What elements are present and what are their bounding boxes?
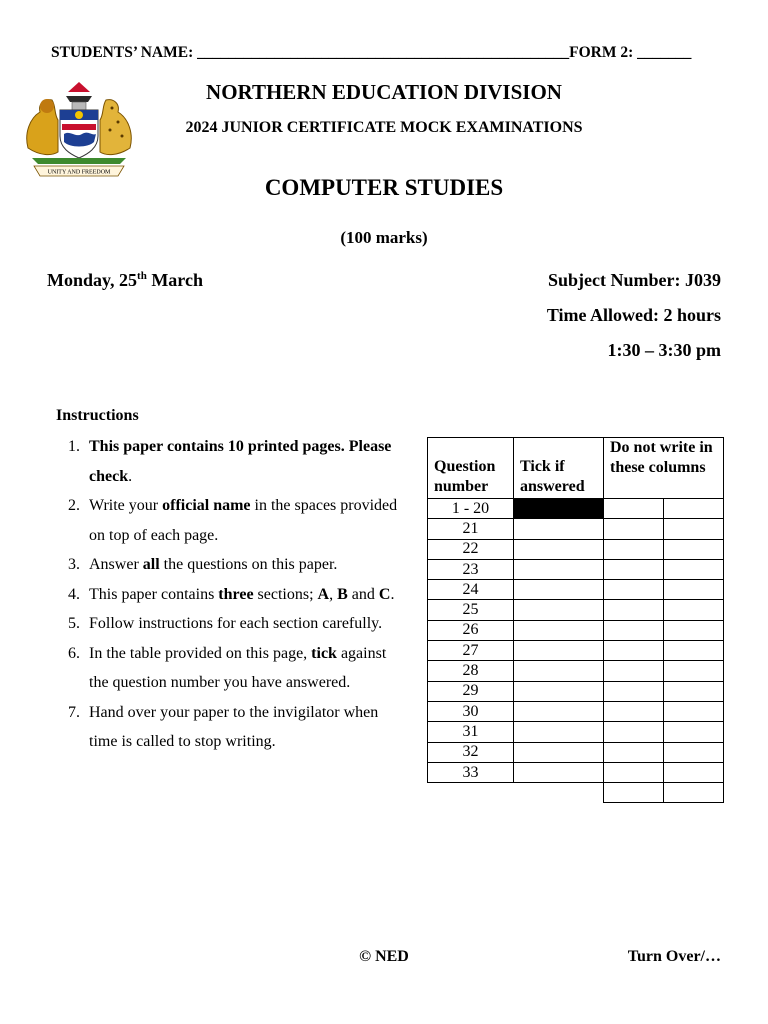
tick-cell[interactable] (514, 742, 604, 762)
examiner-cell (664, 539, 724, 559)
subject-number: Subject Number: J039 (548, 270, 721, 290)
instruction-text: In the table provided on this page, (89, 644, 312, 662)
instruction-text: C (378, 585, 391, 603)
instruction-text: sections; (253, 585, 318, 603)
table-row (428, 580, 724, 600)
instruction-text: in the spaces provided on top of each page. (89, 497, 398, 544)
instruction-item (68, 639, 408, 698)
instructions-list (68, 432, 408, 757)
question-number-cell: 31 (428, 722, 514, 742)
examiner-cell (604, 701, 664, 721)
table-row (428, 722, 724, 742)
subject-title: COMPUTER STUDIES (264, 175, 504, 200)
question-number-cell: 26 (428, 620, 514, 640)
tick-cell[interactable] (514, 661, 604, 681)
table-row (428, 499, 724, 519)
instruction-text: This paper contains (89, 585, 219, 603)
date-day: Monday, 25 (47, 270, 138, 290)
examiner-cell (604, 762, 664, 782)
instruction-text: against the question number you have answered. (89, 644, 387, 691)
instruction-number: 2. (68, 497, 80, 514)
instruction-number: 5. (68, 615, 80, 632)
header-do-not-write: Do not write in these columns (604, 438, 724, 499)
instruction-text: the questions on this paper. (159, 556, 338, 573)
instruction-text: This paper contains 10 printed pages. Please check (89, 438, 392, 485)
instruction-text: Follow instructions for each section carefully. (89, 615, 383, 632)
examiner-cell (604, 681, 664, 701)
instruction-number: 3. (68, 556, 80, 573)
table-row (428, 620, 724, 640)
instruction-text: Write your (89, 497, 163, 514)
examiner-cell (664, 722, 724, 742)
date-ordinal: th (137, 270, 147, 282)
instruction-text: B (337, 585, 348, 603)
examiner-cell (664, 499, 724, 519)
turn-over: Turn Over/… (627, 948, 721, 965)
instruction-text: . (390, 585, 395, 603)
blank-cell (428, 783, 514, 803)
question-number-cell: 28 (428, 661, 514, 681)
tick-cell[interactable] (514, 559, 604, 579)
examiner-cell (664, 600, 724, 620)
question-number-cell: 32 (428, 742, 514, 762)
examiner-cell (664, 559, 724, 579)
table-row (428, 701, 724, 721)
exam-date (47, 270, 203, 291)
examiner-cell (604, 539, 664, 559)
instruction-text: Answer (89, 556, 143, 573)
date-month: March (146, 270, 203, 290)
total-cell (604, 783, 664, 803)
tick-cell[interactable] (514, 641, 604, 661)
time-range: 1:30 – 3:30 pm (607, 340, 721, 360)
examiner-cell (604, 600, 664, 620)
exam-title: 2024 JUNIOR CERTIFICATE MOCK EXAMINATIONS (185, 119, 583, 136)
examiner-cell (664, 762, 724, 782)
examiner-cell (604, 742, 664, 762)
time-allowed: Time Allowed: 2 hours (546, 305, 721, 325)
tick-cell[interactable] (514, 762, 604, 782)
instruction-text: A (317, 585, 330, 603)
tick-cell[interactable] (514, 701, 604, 721)
examiner-cell (664, 742, 724, 762)
question-number-cell: 24 (428, 580, 514, 600)
examiner-cell (604, 559, 664, 579)
instructions-title: Instructions (56, 407, 139, 424)
instruction-text: , (329, 585, 338, 603)
question-number-cell: 25 (428, 600, 514, 620)
question-number-cell: 21 (428, 519, 514, 539)
question-tick-table (427, 437, 724, 803)
table-row (428, 742, 724, 762)
instruction-number: 7. (68, 703, 80, 721)
question-number-cell: 29 (428, 681, 514, 701)
instruction-text: tick (311, 644, 337, 662)
total-cell (664, 783, 724, 803)
examiner-cell (664, 620, 724, 640)
instruction-text: . (128, 467, 133, 485)
instruction-text: and (347, 585, 379, 603)
instruction-item (68, 698, 408, 757)
students-name-line: STUDENTS’ NAME: ________________________________________________FORM 2: _______ (51, 44, 692, 61)
header-question-number: Question number (428, 438, 514, 499)
question-number-cell: 1 - 20 (428, 499, 514, 519)
instruction-item (68, 580, 408, 610)
examiner-cell (664, 580, 724, 600)
examiner-cell (604, 661, 664, 681)
header-tick-if-answered: Tick if answered (514, 438, 604, 499)
examiner-cell (664, 701, 724, 721)
tick-cell[interactable] (514, 620, 604, 640)
table-row (428, 762, 724, 782)
examiner-cell (604, 641, 664, 661)
examiner-cell (604, 722, 664, 742)
instruction-text: three (218, 585, 254, 603)
instruction-text: all (142, 556, 160, 573)
instruction-number: 6. (68, 644, 80, 662)
motto-text: UNITY AND FREEDOM (47, 169, 111, 176)
table-row (428, 641, 724, 661)
blank-cell (514, 783, 604, 803)
question-number-cell: 27 (428, 641, 514, 661)
examiner-cell (604, 499, 664, 519)
examiner-cell (664, 519, 724, 539)
copyright: © NED (359, 948, 409, 965)
division-title: NORTHERN EDUCATION DIVISION (206, 80, 562, 104)
tick-cell[interactable] (514, 600, 604, 620)
table-row (428, 681, 724, 701)
table-row (428, 559, 724, 579)
instruction-number: 4. (68, 585, 80, 603)
table-row (428, 519, 724, 539)
tick-cell[interactable] (514, 722, 604, 742)
instruction-item (68, 432, 408, 491)
instruction-text: Hand over your paper to the invigilator when time is called to stop writing. (89, 703, 379, 750)
tick-cell[interactable] (514, 519, 604, 539)
total-marks: (100 marks) (340, 228, 428, 247)
tick-cell[interactable] (514, 681, 604, 701)
question-number-cell: 33 (428, 762, 514, 782)
examiner-cell (664, 661, 724, 681)
question-number-cell: 23 (428, 559, 514, 579)
examiner-cell (604, 620, 664, 640)
table-row (428, 661, 724, 681)
instruction-item (68, 491, 408, 550)
tick-cell[interactable] (514, 580, 604, 600)
question-number-cell: 22 (428, 539, 514, 559)
examiner-cell (664, 641, 724, 661)
instruction-text: official name (162, 497, 251, 514)
examiner-cell (604, 580, 664, 600)
instruction-number: 1. (68, 438, 80, 455)
table-row (428, 600, 724, 620)
instruction-item (68, 609, 408, 639)
instruction-item (68, 550, 408, 580)
table-header-row (428, 438, 724, 499)
tick-cell[interactable] (514, 539, 604, 559)
examiner-cell (604, 519, 664, 539)
question-number-cell: 30 (428, 701, 514, 721)
table-row (428, 539, 724, 559)
total-row (428, 783, 724, 803)
tick-cell (514, 499, 604, 519)
examiner-cell (664, 681, 724, 701)
